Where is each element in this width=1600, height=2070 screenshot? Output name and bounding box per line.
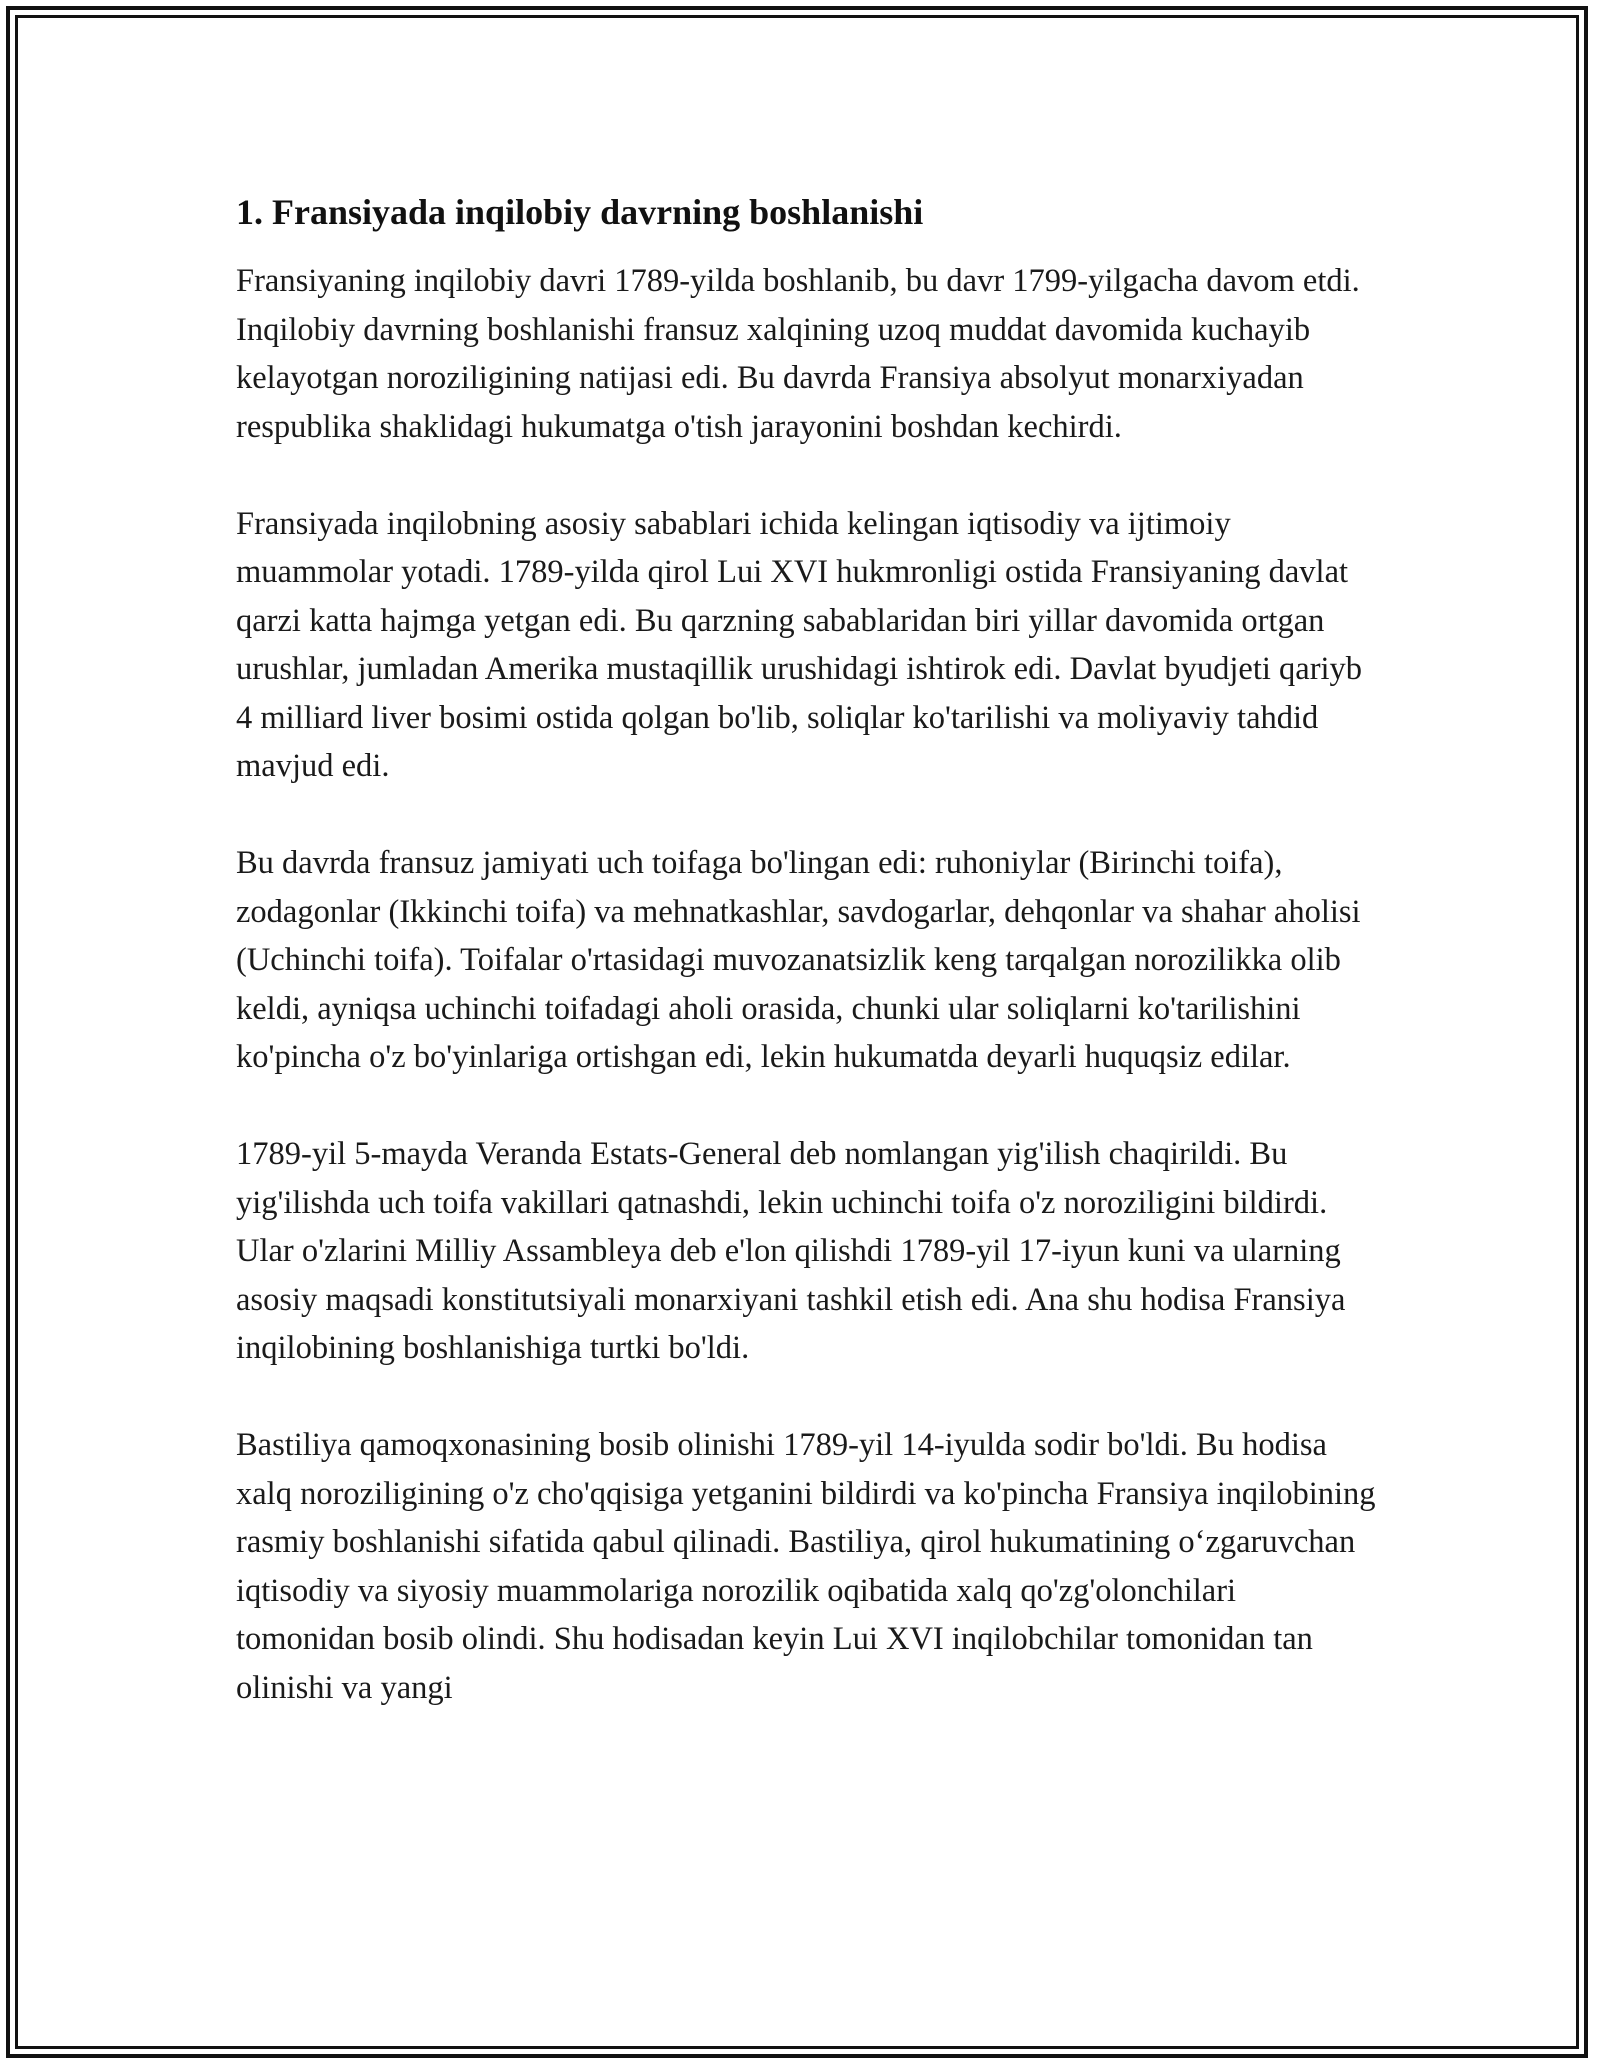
section-heading: 1. Fransiyada inqilobiy davrning boshlanishi [236,192,924,232]
paragraph-1: Fransiyaning inqilobiy davri 1789-yilda boshlanib, bu davr 1799-yilgacha davom etdi. Inqilobiy davrning boshlanishi fransuz xalqining uzoq muddat davomida kuchayib kelayotgan noroziligining natijasi edi. Bu davrda Fransiya absolyut monarxiyadan respublika shaklidagi hukumatga o'tish jarayonini boshdan kechirdi. [236,263,1360,445]
paragraph-2: Fransiyada inqilobning asosiy sabablari ichida kelingan iqtisodiy va ijtimoiy muammolar yotadi. 1789-yilda qirol Lui XVI hukmronligi ostida Fransiyaning davlat qarzi katta hajmga yetgan edi. Bu qarzning sabablaridan biri yillar davomida ortgan urushlar, jumladan Amerika mustaqillik urushidagi ishtirok edi. Davlat byudjeti qariyb 4 milliard liver bosimi ostida qolgan bo'lib, soliqlar ko'tarilishi va moliyaviy tahdid mavjud edi. [236,505,1363,784]
paragraph-5: Bastiliya qamoqxonasining bosib olinishi 1789-yil 14-iyulda sodir bo'ldi. Bu hodisa xalq noroziligining o'z cho'qqisiga yetganini bildirdi va ko'pincha Fransiya inqilobining rasmiy boshlanishi sifatida qabul qilinadi. Bastiliya, qirol hukumatining o‘zgaruvchan iqtisodiy va siyosiy muammolariga norozilik oqibatida xalq qo'zg'olonchilari tomonidan bosib olindi. Shu hodisadan keyin Lui XVI inqilobchilar tomonidan tan olinishi va yangi [236,1427,1376,1706]
paragraph-4: 1789-yil 5-mayda Veranda Estats-General deb nomlangan yig'ilish chaqirildi. Bu yig'ilishda uch toifa vakillari qatnashdi, lekin uchinchi toifa o'z noroziligini bildirdi. Ular o'zlarini Milliy Assambleya deb e'lon qilishdi 1789-yil 17-iyun kuni va ularning asosiy maqsadi konstitutsiyali monarxiyani tashkil etish edi. Ana shu hodisa Fransiya inqilobining boshlanishiga turtki bo'ldi. [236,1136,1346,1366]
document-body [236,184,1376,1712]
paragraph-3: Bu davrda fransuz jamiyati uch toifaga bo'lingan edi: ruhoniylar (Birinchi toifa), zodagonlar (Ikkinchi toifa) va mehnatkashlar, savdogarlar, dehqonlar va shahar aholisi (Uchinchi toifa). Toifalar o'rtasidagi muvozanatsizlik keng tarqalgan norozilikka olib keldi, ayniqsa uchinchi toifadagi aholi orasida, chunki ular soliqlarni ko'tarilishini ko'pincha o'z bo'yinlariga ortishgan edi, lekin hukumatda deyarli huquqsiz edilar. [236,845,1361,1075]
